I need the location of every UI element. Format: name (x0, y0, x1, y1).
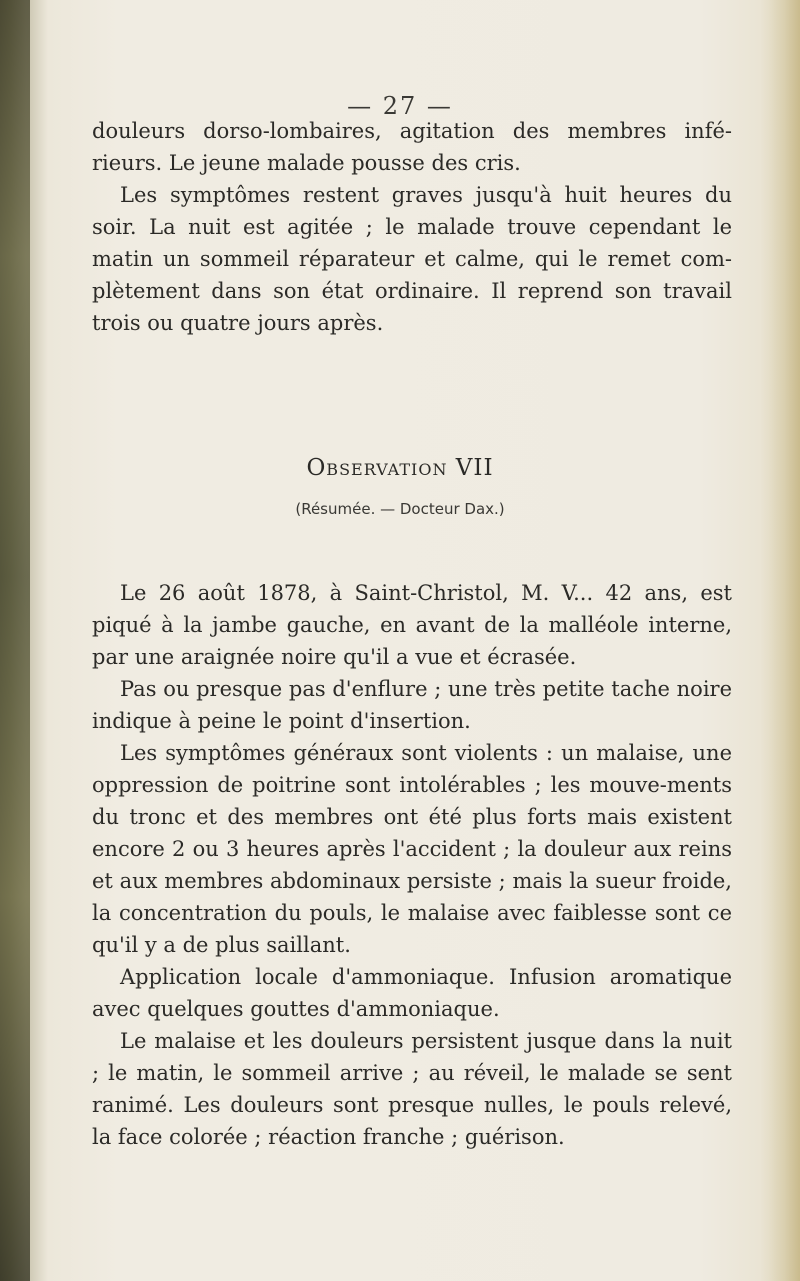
page-edge-stain (760, 0, 800, 1281)
page-number: — 27 — (347, 92, 453, 120)
paragraph: douleurs dorso-lombaires, agitation des membres infé-rieurs. Le jeune malade pousse des cris. (92, 119, 732, 175)
paragraph: Les symptômes généraux sont violents : un malaise, une oppression de poitrine sont intolérables ; les mouve-ments du tronc et des membres ont été plus forts mais existent encore 2 ou 3 heures après l'accident ; la douleur aux reins et aux membres abdominaux persiste ; mais la sueur froide, la concentration du pouls, le malaise avec faiblesse sont ce qu'il y a de plus saillant. (92, 741, 732, 957)
paragraph: Pas ou presque pas d'enflure ; une très petite tache noire indique à peine le point d'insertion. (92, 677, 732, 733)
observation-subtitle: (Résumée. — Docteur Dax.) (295, 500, 505, 518)
observation-title: Observation VII (306, 455, 494, 481)
page-binding-shadow (0, 0, 30, 1281)
continued-text (92, 115, 732, 339)
paragraph: Application locale d'ammoniaque. Infusion aromatique avec quelques gouttes d'ammoniaque. (92, 965, 732, 1021)
observation-text (92, 577, 732, 1153)
paragraph: Le 26 août 1878, à Saint-Christol, M. V... 42 ans, est piqué à la jambe gauche, en avant de la malléole interne, par une araignée noire qu'il a vue et écrasée. (92, 581, 732, 669)
paragraph: Les symptômes restent graves jusqu'à huit heures du soir. La nuit est agitée ; le malade trouve cependant le matin un sommeil réparateur et calme, qui le remet com-plètement dans son état ordinaire. Il reprend son travail trois ou quatre jours après. (92, 183, 732, 335)
paragraph: Le malaise et les douleurs persistent jusque dans la nuit ; le matin, le sommeil arrive ; au réveil, le malade se sent ranimé. Les douleurs sont presque nulles, le pouls relevé, la face colorée ; réaction franche ; guérison. (92, 1029, 732, 1149)
